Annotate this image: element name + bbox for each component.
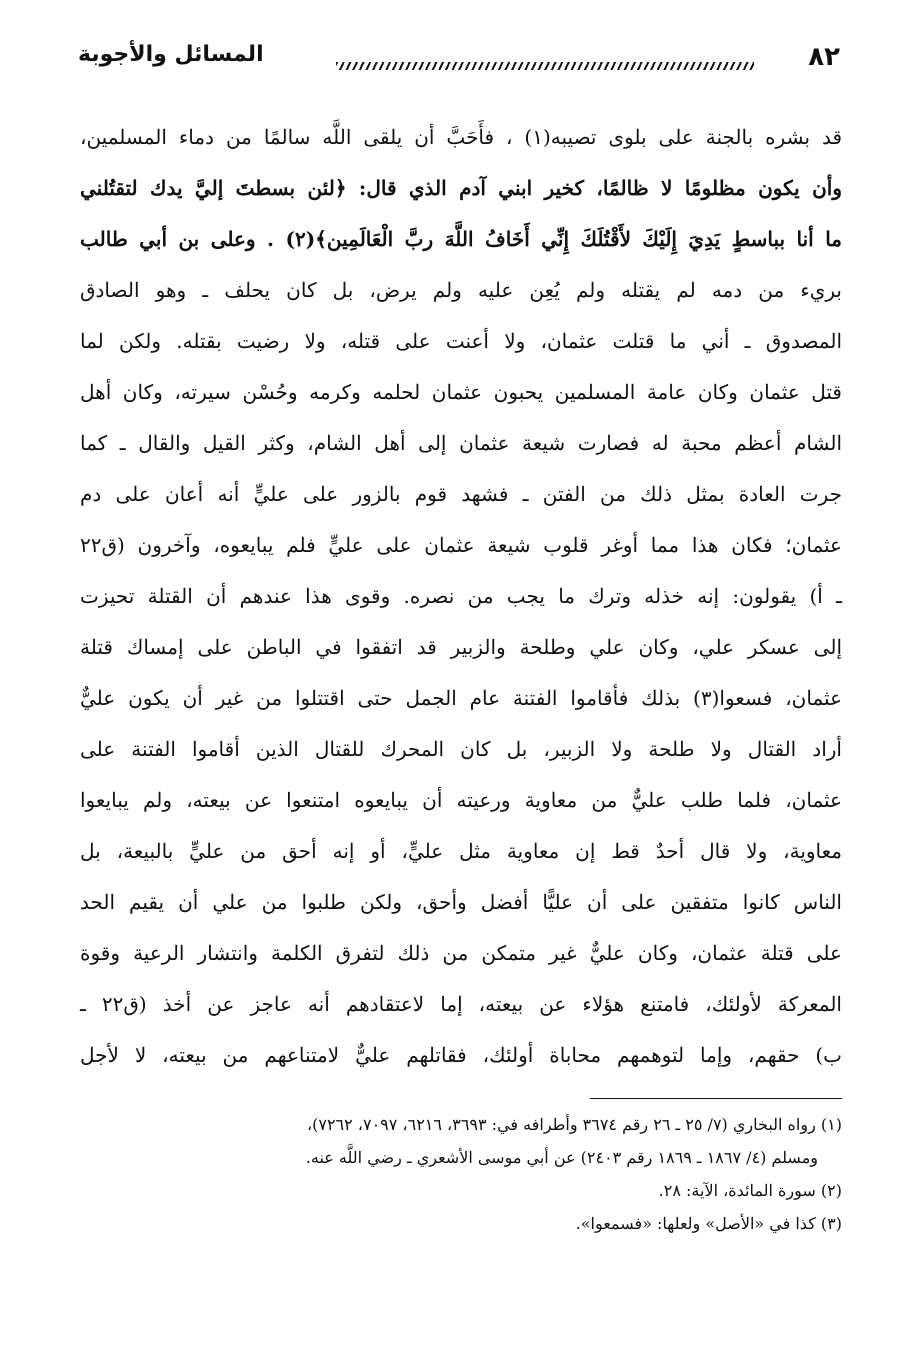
footnote-separator <box>590 1098 842 1099</box>
text-line: ما أنا بباسطٍ يَدِيَ إِلَيْكَ لأَقْتُلَكَ إِنِّي أَخَافُ اللَّهَ ربَّ الْعَالَمِين﴾(٢) . وعلى بن أبي طالب <box>80 227 842 251</box>
footnotes <box>80 1108 842 1240</box>
text-line: ب) حقهم، وإما لتوهمهم محاباة أولئك، فقاتلهم عليٌّ لامتناعهم من بيعته، لا لأجل <box>80 1043 842 1067</box>
text-line: عثمان، فسعوا(٣) بذلك فأقاموا الفتنة عام الجمل حتى اقتتلوا من غير أن يكون عليٌّ <box>80 686 842 710</box>
text-line: قد بشره بالجنة على بلوى تصيبه(١) ، فأَحَبَّ أن يلقى اللَّه سالمًا من دماء المسلمين، <box>80 125 843 149</box>
main-text <box>80 112 842 1081</box>
text-line: وأن يكون مظلومًا لا ظالمًا، كخير ابني آدم الذي قال: ﴿لئن بسطتَ إليَّ يدك لتقتُلني <box>80 176 842 200</box>
text-line: المصدوق ـ أني ما قتلت عثمان، ولا أعنت على قتله، ولا رضيت بقتله. ولكن لما <box>80 329 842 353</box>
footnote-1-continued: ومسلم (٤/ ١٨٦٧ ـ ١٨٦٩ رقم ٢٤٠٣) عن أبي موسى الأشعري ـ رضي اللَّه عنه. <box>305 1148 818 1167</box>
text-line: الشام أعظم محبة له فصارت شيعة عثمان إلى أهل الشام، وكثر القيل والقال ـ كما <box>80 431 842 455</box>
text-line: المعركة لأولئك، فامتنع هؤلاء عن بيعته، إما لاعتقادهم أنه عاجز عن أخذ (ق٢٢ ـ <box>80 992 842 1016</box>
text-line: أراد القتال ولا طلحة ولا الزبير، بل كان المحرك للقتال الذين أقاموا الفتنة على <box>80 737 842 761</box>
footnote-2: (٢) سورة المائدة، الآية: ٢٨. <box>658 1181 842 1200</box>
header-rule <box>336 62 754 70</box>
text-line: الناس كانوا متفقين على أن عليًّا أفضل وأحق، ولكن طلبوا من علي أن يقيم الحد <box>80 890 842 914</box>
text-line: على قتلة عثمان، وكان عليٌّ غير متمكن من ذلك لتفرق الكلمة وانتشار الرعية وقوة <box>80 941 842 965</box>
text-line: جرت العادة بمثل ذلك من الفتن ـ فشهد قوم بالزور على عليٍّ أنه أعان على دم <box>80 482 842 506</box>
footnote-3: (٣) كذا في «الأصل» ولعلها: «فسمعوا». <box>575 1214 842 1233</box>
text-line: إلى عسكر علي، وكان علي وطلحة والزبير قد اتفقوا في الباطن على إمساك قتلة <box>80 635 842 659</box>
text-line: قتل عثمان وكان عامة المسلمين يحبون عثمان لحلمه وكرمه وحُسْن سيرته، وكان أهل <box>80 380 842 404</box>
text-line: معاوية، ولا قال أحدٌ قط إن معاوية مثل عليٍّ، أو إنه أحق من عليٍّ بالبيعة، بل <box>80 839 842 863</box>
text-line: بريء من دمه لم يقتله ولم يُعِن عليه ولم يرض، بل كان يحلف ـ وهو الصادق <box>80 278 842 302</box>
text-line: عثمان، فلما طلب عليٌّ من معاوية ورعيته أن يبايعوه امتنعوا عن بيعته، ولم يبايعوا <box>80 788 842 812</box>
text-line: ـ أ) يقولون: إنه خذله وترك ما يجب من نصره. وقوى هذا عندهم أن القتلة تحيزت <box>80 584 842 608</box>
text-line: عثمان؛ فكان هذا مما أوغر قلوب شيعة عثمان على عليٍّ فلم يبايعوه، وآخرون (ق٢٢ <box>80 533 842 557</box>
page-number: ٨٢ <box>808 42 840 72</box>
footnote-1: (١) رواه البخاري (٧/ ٢٥ ـ ٢٦ رقم ٣٦٧٤ وأطرافه في: ٣٦٩٣، ٦٢١٦، ٧٠٩٧، ٧٢٦٢)، <box>306 1115 842 1134</box>
running-title: المسائل والأجوبة <box>78 42 264 67</box>
page-header <box>78 38 840 82</box>
